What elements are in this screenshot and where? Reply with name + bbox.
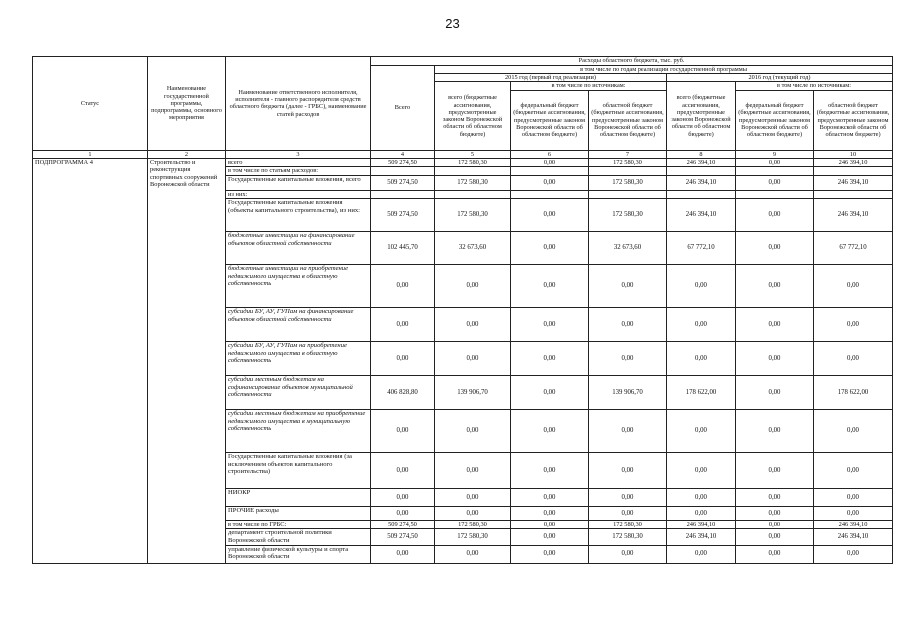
value-cell: 0,00 [814,410,893,453]
table-row [33,158,893,166]
value-cell: 0,00 [736,410,814,453]
value-cell: 0,00 [589,453,667,489]
value-cell: 0,00 [736,199,814,232]
header-2016-all: всего (бюджетные ассигнования, предусмотренные законом Воронежской области об областном бюджете) [667,82,736,150]
value-cell: 0,00 [435,308,511,342]
page-number: 23 [445,16,460,31]
table-body [33,158,893,563]
header-year-2016: 2016 год (текущий год) [667,74,893,82]
value-cell: 32 673,60 [435,232,511,265]
value-cell: 0,00 [435,410,511,453]
value-cell: 0,00 [371,265,435,308]
value-cell: 0,00 [371,342,435,376]
column-number: 10 [814,150,893,158]
value-cell: 0,00 [736,376,814,410]
value-cell: 0,00 [667,507,736,521]
expense-item-name: ПРОЧИЕ расходы [226,507,371,521]
header-status: Статус [33,57,148,151]
value-cell: 0,00 [511,308,589,342]
expense-item-name: бюджетные инвестиции на финансирование объектов областной собственности [226,232,371,265]
value-cell: 0,00 [371,545,435,563]
value-cell: 406 828,80 [371,376,435,410]
program-cell: Строительство и реконструкция спортивных сооружений Воронежской области [148,158,226,563]
value-cell: 0,00 [435,265,511,308]
value-cell: 0,00 [667,308,736,342]
value-cell: 0,00 [814,265,893,308]
value-cell: 246 394,10 [667,529,736,545]
value-cell: 0,00 [511,507,589,521]
value-cell: 0,00 [511,529,589,545]
value-cell: 172 580,30 [589,199,667,232]
value-cell: 0,00 [667,489,736,507]
column-number: 6 [511,150,589,158]
value-cell: 172 580,30 [589,521,667,529]
value-cell: 0,00 [814,453,893,489]
value-cell: 0,00 [736,453,814,489]
value-cell: 139 906,70 [589,376,667,410]
value-cell: 172 580,30 [435,158,511,166]
value-cell: 0,00 [589,507,667,521]
value-cell: 0,00 [667,342,736,376]
header-2015-sources: в том числе по источникам: [511,82,667,90]
value-cell [667,190,736,198]
value-cell: 246 394,10 [814,175,893,190]
value-cell: 0,00 [814,489,893,507]
value-cell [814,167,893,175]
value-cell: 0,00 [511,545,589,563]
value-cell: 0,00 [589,489,667,507]
value-cell: 246 394,10 [814,199,893,232]
value-cell: 172 580,30 [589,158,667,166]
header-by-years: в том числе по годам реализации государственной программы [435,66,893,74]
value-cell: 246 394,10 [814,529,893,545]
header-2015-fed: федеральный бюджет (бюджетные ассигнования, предусмотренные законом Воронежской области об областном бюджете) [511,90,589,150]
value-cell: 0,00 [589,308,667,342]
value-cell: 0,00 [814,308,893,342]
value-cell: 509 274,50 [371,529,435,545]
value-cell: 0,00 [511,265,589,308]
value-cell: 0,00 [511,410,589,453]
value-cell: 246 394,10 [667,199,736,232]
expense-item-name: в том числе по ГРБС: [226,521,371,529]
value-cell: 0,00 [667,545,736,563]
value-cell: 509 274,50 [371,175,435,190]
value-cell: 0,00 [736,545,814,563]
value-cell [435,167,511,175]
value-cell [814,190,893,198]
value-cell: 172 580,30 [589,175,667,190]
value-cell: 0,00 [736,308,814,342]
value-cell [511,190,589,198]
expense-item-name: НИОКР [226,489,371,507]
column-number: 3 [226,150,371,158]
value-cell: 0,00 [736,158,814,166]
value-cell: 0,00 [589,410,667,453]
expense-item-name: всего [226,158,371,166]
expense-item-name: Государственные капитальные вложения (объекты капитального строительства), из них: [226,199,371,232]
value-cell: 0,00 [667,265,736,308]
value-cell: 0,00 [667,453,736,489]
value-cell [371,190,435,198]
budget-table [32,56,893,564]
value-cell: 0,00 [371,410,435,453]
expense-item-name: Государственные капитальные вложения, всего [226,175,371,190]
column-number: 2 [148,150,226,158]
header-year-2015: 2015 год (первый год реализации) [435,74,667,82]
value-cell [736,190,814,198]
value-cell: 0,00 [511,489,589,507]
value-cell: 0,00 [511,376,589,410]
value-cell: 0,00 [511,342,589,376]
value-cell [589,167,667,175]
value-cell: 0,00 [371,507,435,521]
column-number: 1 [33,150,148,158]
value-cell: 509 274,50 [371,158,435,166]
header-program: Наименование государственной программы, подпрограммы, основного мероприятия [148,57,226,151]
value-cell: 0,00 [736,529,814,545]
expense-item-name: департамент строительной политики Воронежской области [226,529,371,545]
value-cell: 0,00 [736,232,814,265]
value-cell: 172 580,30 [435,521,511,529]
value-cell: 32 673,60 [589,232,667,265]
value-cell: 139 906,70 [435,376,511,410]
column-number: 8 [667,150,736,158]
header-2015-all: всего (бюджетные ассигнования, предусмотренные законом Воронежской области об областном бюджете) [435,82,511,150]
value-cell: 0,00 [589,265,667,308]
value-cell: 0,00 [511,199,589,232]
header-2015-reg: областной бюджет (бюджетные ассигнования, предусмотренные законом Воронежской области об областном бюджете) [589,90,667,150]
value-cell: 0,00 [736,342,814,376]
expense-item-name: из них: [226,190,371,198]
value-cell [435,190,511,198]
header-total: Всего [371,66,435,151]
column-number: 7 [589,150,667,158]
value-cell: 178 622,00 [814,376,893,410]
value-cell: 246 394,10 [667,521,736,529]
expense-item-name: субсидии местным бюджетам на софинансирование объектов муниципальной собственности [226,376,371,410]
value-cell: 0,00 [667,410,736,453]
value-cell [667,167,736,175]
value-cell: 172 580,30 [435,175,511,190]
value-cell: 0,00 [736,489,814,507]
value-cell [371,167,435,175]
value-cell: 0,00 [511,521,589,529]
value-cell: 0,00 [435,453,511,489]
value-cell: 172 580,30 [435,199,511,232]
value-cell: 509 274,50 [371,199,435,232]
value-cell: 0,00 [814,342,893,376]
value-cell: 0,00 [435,507,511,521]
expense-item-name: управление физической культуры и спорта Воронежской области [226,545,371,563]
column-number-row [33,150,893,158]
value-cell: 0,00 [511,175,589,190]
header-2016-reg: областной бюджет (бюджетные ассигнования, предусмотренные законом Воронежской области об областном бюджете) [814,90,893,150]
value-cell: 246 394,10 [667,175,736,190]
value-cell: 0,00 [814,507,893,521]
value-cell: 0,00 [589,342,667,376]
value-cell: 67 772,10 [667,232,736,265]
value-cell: 0,00 [511,232,589,265]
header-budget-title: Расходы областного бюджета, тыс. руб. [371,57,893,66]
expense-item-name: субсидии БУ, АУ, ГУПам на финансирование объектов областной собственности [226,308,371,342]
value-cell: 509 274,50 [371,521,435,529]
expense-item-name: Государственные капитальные вложения (за исключением объектов капитального строительства) [226,453,371,489]
header-2016-fed: федеральный бюджет (бюджетные ассигнования, предусмотренные законом Воронежской области об областном бюджете) [736,90,814,150]
value-cell: 0,00 [511,453,589,489]
value-cell [511,167,589,175]
value-cell: 0,00 [589,545,667,563]
value-cell: 0,00 [814,545,893,563]
value-cell [589,190,667,198]
status-cell: ПОДПРОГРАММА 4 [33,158,148,563]
column-number: 9 [736,150,814,158]
value-cell: 246 394,10 [667,158,736,166]
value-cell: 172 580,30 [435,529,511,545]
value-cell: 0,00 [435,489,511,507]
value-cell: 246 394,10 [814,158,893,166]
value-cell: 0,00 [736,507,814,521]
expense-item-name: субсидии местным бюджетам на приобретение недвижимого имущества в муниципальную собственность [226,410,371,453]
value-cell: 0,00 [371,453,435,489]
value-cell: 67 772,10 [814,232,893,265]
table-header [33,57,893,159]
value-cell: 172 580,30 [589,529,667,545]
column-number: 4 [371,150,435,158]
value-cell: 178 622,00 [667,376,736,410]
column-number: 5 [435,150,511,158]
expense-item-name: в том числе по статьям расходов: [226,167,371,175]
value-cell: 102 445,70 [371,232,435,265]
value-cell: 0,00 [736,521,814,529]
header-2016-sources: в том числе по источникам: [736,82,893,90]
value-cell: 0,00 [736,265,814,308]
value-cell: 0,00 [435,342,511,376]
expense-item-name: бюджетные инвестиции на приобретение недвижимого имущества в областную собственность [226,265,371,308]
value-cell: 0,00 [435,545,511,563]
header-executor: Наименование ответственного исполнителя, исполнителя - главного распорядителя средств областного бюджета (далее - ГРБС), наименование статей расходов [226,57,371,151]
value-cell: 0,00 [371,308,435,342]
value-cell [736,167,814,175]
value-cell: 0,00 [736,175,814,190]
value-cell: 0,00 [371,489,435,507]
value-cell: 0,00 [511,158,589,166]
expense-item-name: субсидии БУ, АУ, ГУПам на приобретение недвижимого имущества в областную собственность [226,342,371,376]
value-cell: 246 394,10 [814,521,893,529]
